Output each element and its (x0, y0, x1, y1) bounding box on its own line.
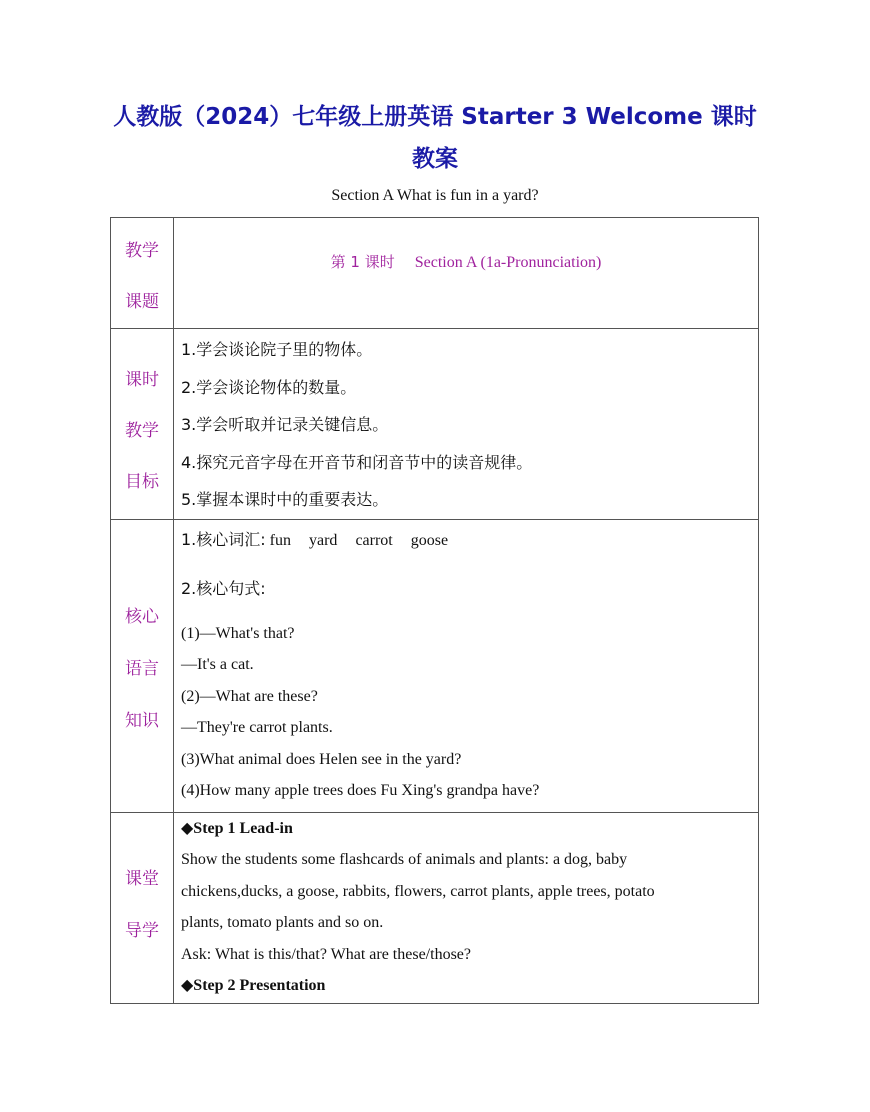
vocab-word: fun (269, 531, 291, 549)
vocab-label: 1.核心词汇: (181, 529, 266, 549)
step-1-text: chickens,ducks, a goose, rabbits, flowers, carrot plants, apple trees, potato (181, 882, 655, 900)
title-line-2: 教案 (412, 146, 458, 172)
topic-label-1: 教学 (125, 241, 159, 261)
objective-item: 4.探究元音字母在开音节和闭音节中的读音规律。 (181, 452, 533, 472)
topic-label-2: 课题 (125, 292, 159, 312)
sentence-line: (4)How many apple trees does Fu Xing's grandpa have? (181, 782, 540, 799)
core-vocab-line (181, 524, 758, 557)
vocab-word: goose (410, 531, 449, 549)
objectives-label-1: 课时 (125, 370, 159, 390)
objectives-label-3: 目标 (125, 472, 159, 492)
core-label-1: 核心 (125, 606, 159, 627)
objectives-label-2: 教学 (125, 421, 159, 441)
class-content-cell (174, 812, 759, 1003)
topic-content-cell (174, 218, 759, 329)
lesson-number: 第 1 课时 (330, 253, 395, 271)
document-title (0, 96, 870, 180)
class-label-cell (111, 812, 174, 1003)
core-label-2: 语言 (125, 658, 159, 679)
objectives-label-cell (111, 329, 174, 520)
core-content-cell (174, 519, 759, 812)
class-label-1: 课堂 (125, 868, 159, 889)
sentences-label: 2.核心句式: (181, 579, 266, 598)
sentence-line: —It's a cat. (181, 656, 254, 673)
objective-item: 1.学会谈论院子里的物体。 (181, 340, 373, 359)
objectives-row (111, 329, 759, 520)
sentence-line: —They're carrot plants. (181, 719, 333, 736)
core-label-3: 知识 (125, 710, 159, 731)
lesson-section: Section A (1a-Pronunciation) (414, 254, 602, 271)
sentence-line: (3)What animal does Helen see in the yard? (181, 750, 462, 768)
topic-label-cell (111, 218, 174, 329)
title-line-1: 人教版（2024）七年级上册英语 Starter 3 Welcome 课时 (113, 104, 757, 130)
objective-item: 3.学会听取并记录关键信息。 (181, 415, 389, 434)
sentence-line: (1)—What's that? (181, 624, 295, 642)
core-label-cell (111, 519, 174, 812)
objectives-content-cell (174, 329, 759, 520)
objective-item: 2.学会谈论物体的数量。 (181, 377, 357, 397)
lesson-plan-table (110, 217, 759, 1004)
vocab-word: carrot (355, 531, 393, 549)
sentence-line: (2)—What are these? (181, 687, 318, 705)
step-1-heading: ◆Step 1 Lead-in (181, 819, 293, 837)
topic-row (111, 218, 759, 329)
step-1-ask: Ask: What is this/that? What are these/those? (181, 945, 471, 963)
class-label-2: 导学 (125, 920, 159, 941)
vocab-word: yard (309, 531, 338, 549)
class-guide-row (111, 812, 759, 1003)
step-1-text: plants, tomato plants and so on. (181, 914, 384, 931)
step-2-heading: ◆Step 2 Presentation (181, 977, 326, 994)
objective-item: 5.掌握本课时中的重要表达。 (181, 490, 389, 509)
section-subtitle: Section A What is fun in a yard? (331, 187, 539, 204)
core-knowledge-row (111, 519, 759, 812)
step-1-text: Show the students some flashcards of animals and plants: a dog, baby (181, 851, 628, 868)
